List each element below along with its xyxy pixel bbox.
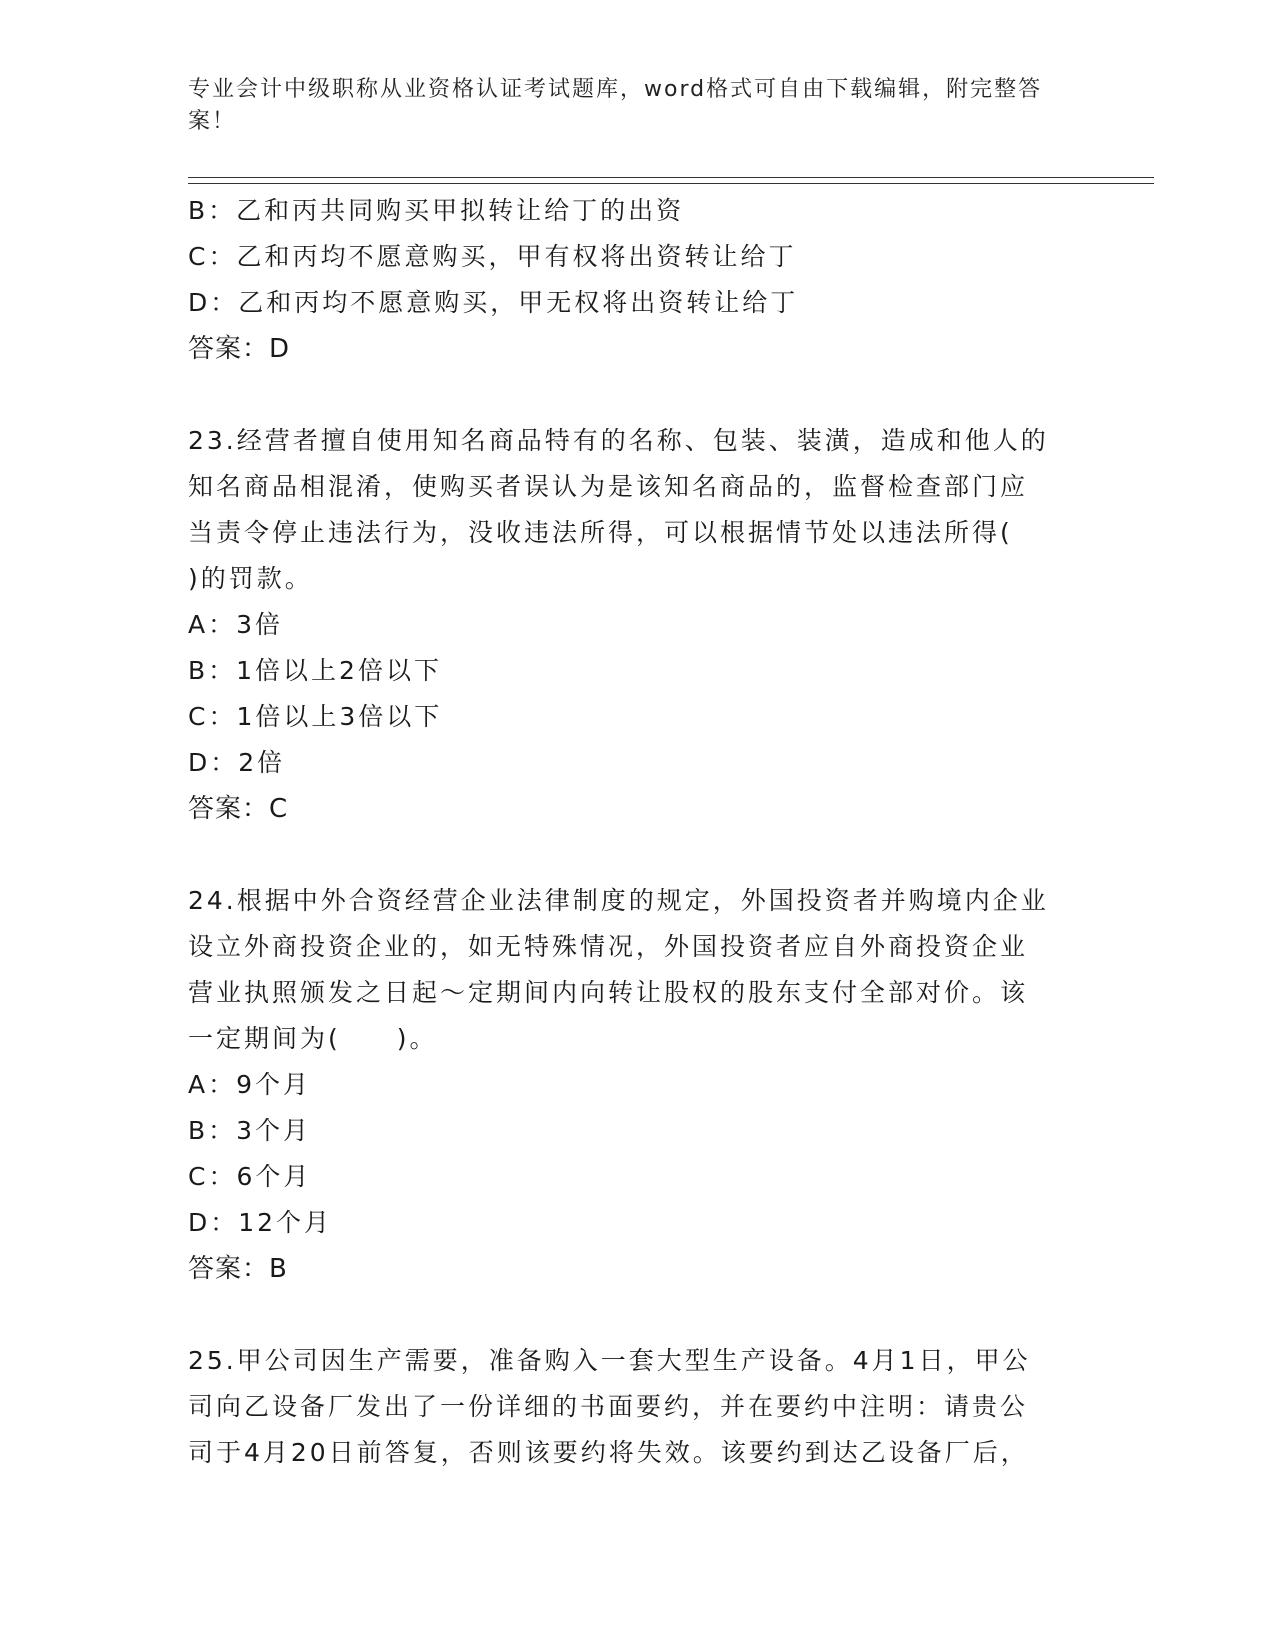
question-25 (188, 1338, 1088, 1476)
spacer (188, 372, 1088, 418)
question-text-line: )的罚款。 (188, 564, 313, 593)
answer: 答案：B (188, 1254, 288, 1284)
question-text-line: 司于4月20日前答复，否则该要约将失效。该要约到达乙设备厂后， (188, 1438, 1029, 1467)
option-a: A：3倍 (188, 610, 284, 639)
option-a: A：9个月 (188, 1070, 312, 1099)
document-header (188, 74, 1068, 138)
question-text-line: 24.根据中外合资经营企业法律制度的规定，外国投资者并购境内企业 (188, 886, 1049, 915)
question-text-line: 知名商品相混淆，使购买者误认为是该知名商品的，监督检查部门应 (188, 472, 1029, 501)
option-b: B：3个月 (188, 1116, 312, 1145)
question-text-line: 设立外商投资企业的，如无特殊情况，外国投资者应自外商投资企业 (188, 932, 1029, 961)
option-b: B：1倍以上2倍以下 (188, 656, 442, 685)
header-divider-top (188, 177, 1154, 178)
question-text-line: 营业执照颁发之日起～定期间内向转让股权的股东支付全部对价。该 (188, 978, 1029, 1007)
question-text-line: 司向乙设备厂发出了一份详细的书面要约，并在要约中注明：请贵公 (188, 1392, 1029, 1421)
option-c: C：6个月 (188, 1162, 312, 1191)
option-b: B：乙和丙共同购买甲拟转让给丁的出资 (188, 196, 685, 225)
header-line-2: 案！ (188, 109, 237, 134)
option-c: C：1倍以上3倍以下 (188, 702, 443, 731)
question-22-tail (188, 188, 1088, 372)
option-d: D：12个月 (188, 1208, 333, 1237)
option-d: D：2倍 (188, 748, 286, 777)
option-d: D：乙和丙均不愿意购买，甲无权将出资转让给丁 (188, 288, 799, 317)
header-divider-bottom (188, 183, 1154, 184)
question-text-line: 一定期间为( )。 (188, 1024, 438, 1053)
question-text-line: 23.经营者擅自使用知名商品特有的名称、包装、装潢，造成和他人的 (188, 426, 1049, 455)
option-c: C：乙和丙均不愿意购买，甲有权将出资转让给丁 (188, 242, 797, 271)
question-23 (188, 418, 1088, 832)
answer: 答案：D (188, 334, 291, 364)
document-body (188, 188, 1088, 1476)
question-text-line: 当责令停止违法行为，没收违法所得，可以根据情节处以违法所得( (188, 518, 1013, 547)
question-24 (188, 878, 1088, 1292)
spacer (188, 1292, 1088, 1338)
answer: 答案：C (188, 794, 289, 824)
header-line-1: 专业会计中级职称从业资格认证考试题库，word格式可自由下载编辑，附完整答 (188, 77, 1043, 102)
spacer (188, 832, 1088, 878)
question-text-line: 25.甲公司因生产需要，准备购入一套大型生产设备。4月1日，甲公 (188, 1346, 1031, 1375)
